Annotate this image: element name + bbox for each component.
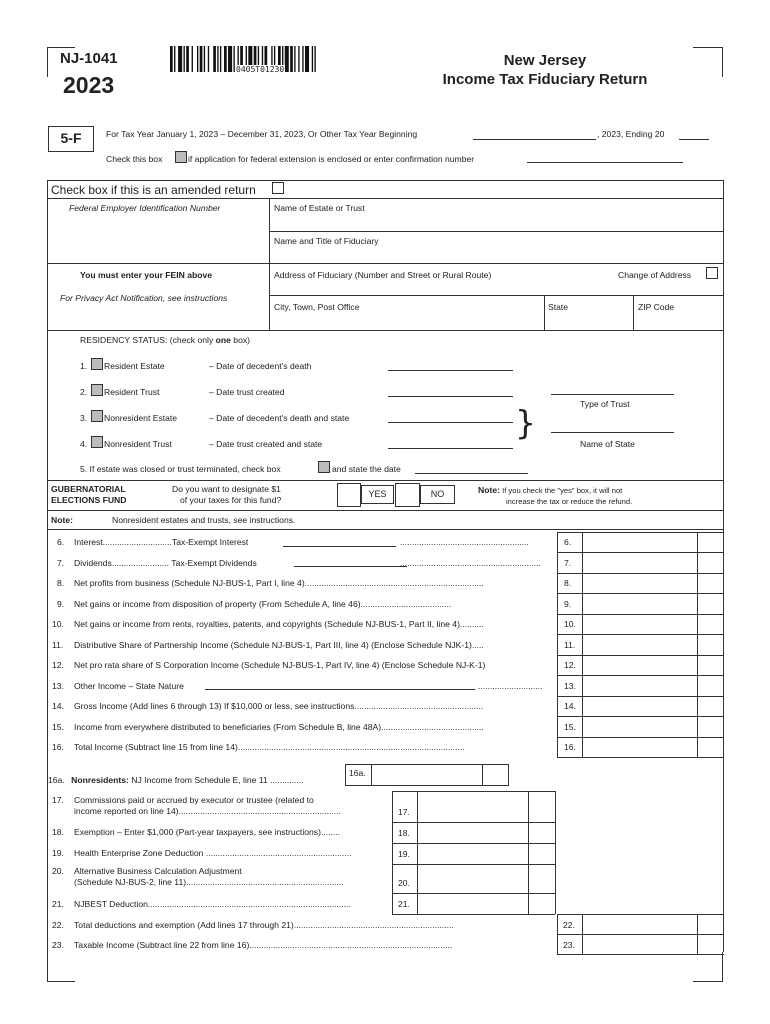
line-number: 10. xyxy=(52,619,64,629)
corner-mark-bottom-right xyxy=(693,952,723,982)
residency-date-field[interactable] xyxy=(388,370,513,371)
line-box-label: 10. xyxy=(564,619,576,629)
line-number: 13. xyxy=(52,681,64,691)
line-amount-field[interactable] xyxy=(583,595,696,614)
residency-title-pre: RESIDENCY STATUS: (check only xyxy=(80,335,216,345)
gub-question-1: Do you want to designate $1 xyxy=(172,484,281,494)
line-box-label: 11. xyxy=(564,640,576,650)
residency-checkbox[interactable] xyxy=(91,384,103,396)
line-16a xyxy=(48,775,304,785)
line-number: 17. xyxy=(52,795,64,805)
divider xyxy=(392,791,393,914)
line-cents-field[interactable] xyxy=(529,825,554,841)
gub-note-bold: Note: xyxy=(478,485,500,495)
line-box-label: 14. xyxy=(564,701,576,711)
form-title-line1: New Jersey xyxy=(503,52,587,69)
line-number: 20. xyxy=(52,866,64,876)
line-cents-field[interactable] xyxy=(698,936,723,954)
line-amount-field[interactable] xyxy=(418,875,527,891)
line-box-label: 12. xyxy=(564,660,576,670)
line-amount-field[interactable] xyxy=(583,554,696,573)
residency-item-desc: – Date of decedent's death and state xyxy=(209,413,350,423)
line-number: 16. xyxy=(52,742,64,752)
line-box-label: 19. xyxy=(398,849,410,859)
line-text-main: Net gains or income from rents, royalties, patents, and copyrights (Schedule NJ-BUS-1, Part II, line 4).......... xyxy=(74,619,484,629)
barcode-bar xyxy=(228,46,232,72)
line-text-main: Distributive Share of Partnership Income (Schedule NJ-BUS-1, Part III, line 4) (Enclose Schedule NJK-1)..... xyxy=(74,640,484,650)
residency-item-num: 2. xyxy=(80,387,88,397)
right-brace-icon: } xyxy=(515,403,536,442)
tax-exempt-dividends-field[interactable] xyxy=(294,566,407,567)
line-amount-field[interactable] xyxy=(583,697,696,716)
zip-label: ZIP Code xyxy=(638,302,675,312)
closed-text-pre: 5. If estate was closed or trust terminated, check box xyxy=(80,464,281,474)
gub-note-line-1 xyxy=(478,485,622,495)
fein-label: Federal Employer Identification Number xyxy=(69,203,221,213)
amended-checkbox[interactable] xyxy=(272,182,284,194)
line-16a-amount[interactable] xyxy=(372,765,481,785)
line-trail-dots: ...................................................... xyxy=(400,537,529,547)
residency-item-desc: – Date trust created and state xyxy=(209,439,323,449)
extension-text-post: if application for federal extension is enclosed or enter confirmation number xyxy=(188,154,475,164)
residency-item-num: 4. xyxy=(80,439,88,449)
barcode-bar xyxy=(305,46,309,72)
residency-date-field[interactable] xyxy=(388,396,513,397)
divider xyxy=(557,914,724,915)
form-title-line2: Income Tax Fiduciary Return xyxy=(442,71,648,88)
city-label: City, Town, Post Office xyxy=(274,302,360,312)
line-cents-field[interactable] xyxy=(698,615,723,634)
residency-item-label: Resident Trust xyxy=(104,387,160,397)
estate-name-label: Name of Estate or Trust xyxy=(274,203,365,213)
divider xyxy=(557,954,724,955)
line-number: 18. xyxy=(52,827,64,837)
residency-item-num: 1. xyxy=(80,361,88,371)
line-amount-field[interactable] xyxy=(418,846,527,862)
divider xyxy=(557,757,724,758)
tax-exempt-interest-field[interactable] xyxy=(283,546,396,547)
line-text: Taxable Income (Subtract line 22 from line 16)..................................................................................... xyxy=(74,940,453,950)
residency-item-desc: – Date trust created xyxy=(209,387,285,397)
divider xyxy=(482,764,483,786)
line-cents-field[interactable] xyxy=(529,896,554,912)
line-number: 6. xyxy=(57,537,65,547)
barcode-bar xyxy=(220,46,221,72)
gub-yes-label: YES xyxy=(368,489,387,499)
gub-title-1: GUBERNATORIAL xyxy=(51,484,126,494)
line-text-1: Exemption – Enter $1,000 (Part-year taxpayers, see instructions)........ xyxy=(74,827,341,837)
tax-year-text: For Tax Year January 1, 2023 – December 31, 2023, Or Other Tax Year Beginning xyxy=(106,129,418,139)
barcode-bar xyxy=(217,46,218,72)
line-box-label: 18. xyxy=(398,828,410,838)
name-of-state-label: Name of State xyxy=(580,439,635,449)
fiduciary-name-field[interactable] xyxy=(271,248,722,262)
barcode-bar xyxy=(312,46,313,72)
line-box-label: 9. xyxy=(564,599,572,609)
line-text-main: Gross Income (Add lines 6 through 13) If $10,000 or less, see instructions...................................................... xyxy=(74,701,484,711)
corner-mark-bottom-left xyxy=(47,952,75,982)
gub-no-box xyxy=(420,485,455,504)
privacy-notice: For Privacy Act Notification, see instructions xyxy=(60,293,228,303)
line-number: 9. xyxy=(57,599,65,609)
divider xyxy=(47,263,724,264)
tax-year-begin-field[interactable] xyxy=(473,139,596,140)
confirmation-number-field[interactable] xyxy=(527,162,683,163)
residency-item-label: Nonresident Estate xyxy=(104,413,178,423)
line-box-label: 20. xyxy=(398,878,410,888)
line-number: 15. xyxy=(52,722,64,732)
line-amount-field[interactable] xyxy=(418,896,527,912)
line-cents-field[interactable] xyxy=(698,574,723,593)
closed-checkbox[interactable] xyxy=(318,461,330,473)
line-text-1: Alternative Business Calculation Adjustment xyxy=(74,866,242,876)
line-box-label: 21. xyxy=(398,899,410,909)
line-number: 23. xyxy=(52,940,64,950)
barcode-bar xyxy=(204,46,205,72)
barcode-bar xyxy=(314,46,315,72)
closed-date-field[interactable] xyxy=(415,473,528,474)
change-address-checkbox[interactable] xyxy=(706,267,718,279)
line-text xyxy=(74,681,184,691)
divider xyxy=(47,198,724,199)
line-text xyxy=(74,558,257,568)
residency-title-bold: one xyxy=(215,335,231,345)
barcode-bar xyxy=(174,46,175,72)
barcode-bar xyxy=(302,46,303,72)
line-box-label: 7. xyxy=(564,558,572,568)
barcode-bar xyxy=(224,46,227,72)
corner-mark-top-right xyxy=(693,47,723,77)
divider xyxy=(269,295,724,296)
line-box-label: 13. xyxy=(564,681,576,691)
form-tag-label: 5-F xyxy=(60,130,82,146)
line-text-main: Net gains or income from disposition of property (From Schedule A, line 46)...................................... xyxy=(74,599,452,609)
barcode-bar xyxy=(294,46,295,72)
divider xyxy=(557,934,724,935)
line-amount-field[interactable] xyxy=(418,804,527,820)
line-box-label: 23. xyxy=(563,940,575,950)
line-cents-field[interactable] xyxy=(698,738,723,757)
line-text xyxy=(74,599,451,609)
residency-item-num: 3. xyxy=(80,413,88,423)
residency-date-field[interactable] xyxy=(388,422,513,423)
line-number: 11. xyxy=(52,640,64,650)
change-address-label: Change of Address xyxy=(618,270,692,280)
residency-item-desc: – Date of decedent's death xyxy=(209,361,312,371)
line-amount-field[interactable] xyxy=(583,656,696,675)
barcode-number: 0405T01230 xyxy=(236,65,285,74)
type-of-trust-label: Type of Trust xyxy=(580,399,630,409)
line-cents-field[interactable] xyxy=(698,697,723,716)
line-text-1: Commissions paid or accrued by executor or trustee (related to xyxy=(74,795,314,805)
barcode-bar xyxy=(192,46,193,72)
divider xyxy=(47,529,724,530)
tax-year-end-field[interactable] xyxy=(679,139,709,140)
line-text-1: Health Enterprise Zone Deduction ............................................................. xyxy=(74,848,352,858)
divider xyxy=(528,791,529,914)
line-amount-field[interactable] xyxy=(583,636,696,655)
form-tag xyxy=(48,126,94,152)
line-cents-field[interactable] xyxy=(698,554,723,573)
barcode-bar xyxy=(213,46,216,72)
line-amount-field[interactable] xyxy=(418,825,527,841)
closed-text-post: and state the date xyxy=(332,464,401,474)
barcode-bar xyxy=(186,46,189,72)
line-cents-field[interactable] xyxy=(698,636,723,655)
fein-field[interactable] xyxy=(49,215,267,261)
line-text xyxy=(74,660,485,670)
line-cents-field[interactable] xyxy=(529,804,554,820)
residency-title-post: box) xyxy=(230,335,251,345)
line-text xyxy=(74,619,484,629)
line-number: 14. xyxy=(52,701,64,711)
line-text-1: NJBEST Deduction..................................................................................... xyxy=(74,899,351,909)
state-label: State xyxy=(548,302,569,312)
line-text-main: Dividends........................ Tax-Exempt Dividends xyxy=(74,558,257,568)
barcode-bar xyxy=(200,46,203,72)
divider xyxy=(47,480,724,481)
line-cents-field[interactable] xyxy=(698,677,723,696)
line-box-label: 8. xyxy=(564,578,572,588)
line-text-main: Other Income – State Nature xyxy=(74,681,184,691)
divider xyxy=(269,198,270,330)
line-box-label: 16. xyxy=(564,742,576,752)
line-box-label: 6. xyxy=(564,537,572,547)
line-text-main: Income from everywhere distributed to beneficiaries (From Schedule B, line 48A)........................................... xyxy=(74,722,484,732)
barcode-bar xyxy=(184,46,185,72)
line-text xyxy=(74,578,484,588)
line-box-label: 15. xyxy=(564,722,576,732)
note-row-bold: Note: xyxy=(51,515,73,525)
line-amount-field[interactable] xyxy=(583,615,696,634)
estate-name-field[interactable] xyxy=(271,214,722,230)
line-text: Total deductions and exemption (Add lines 17 through 21)................................................................... xyxy=(74,920,454,930)
line-text-main: Total Income (Subtract line 15 from line 14)............................................................................................... xyxy=(74,742,465,752)
line-text-main: Net pro rata share of S Corporation Income (Schedule NJ-BUS-1, Part IV, line 4) (Enclose Schedule NJ-K-1) xyxy=(74,660,486,670)
address-label: Address of Fiduciary (Number and Street or Rural Route) xyxy=(274,270,492,280)
line-amount-field[interactable] xyxy=(583,936,696,954)
divider xyxy=(697,532,698,757)
divider xyxy=(392,791,555,792)
type-of-trust-field[interactable] xyxy=(551,394,674,395)
gub-yes-checkbox[interactable] xyxy=(337,483,361,507)
line-text-2: income reported on line 14).................................................................... xyxy=(74,806,341,816)
residency-checkbox[interactable] xyxy=(91,436,103,448)
line-text xyxy=(74,640,484,650)
extension-checkbox[interactable] xyxy=(175,151,187,163)
divider xyxy=(47,330,724,331)
line-text xyxy=(74,742,465,752)
gub-no-checkbox[interactable] xyxy=(395,483,420,507)
line-amount-field[interactable] xyxy=(583,916,696,934)
gub-no-label: NO xyxy=(430,489,445,499)
barcode-bar xyxy=(197,46,198,72)
line-16a-num: 16a. xyxy=(48,775,65,785)
line-number: 22. xyxy=(52,920,64,930)
line-cents-field[interactable] xyxy=(698,718,723,737)
extension-text-pre: Check this box xyxy=(106,154,163,164)
line-text-main: Interest.............................Tax-Exempt Interest xyxy=(74,537,249,547)
divider xyxy=(544,295,545,330)
line-16a-bold: Nonresidents: xyxy=(71,775,129,785)
line-amount-field[interactable] xyxy=(583,677,696,696)
line-trail-dots: ........................... xyxy=(478,681,543,691)
gub-note-text-1: If you check the "yes" box, it will not xyxy=(502,486,623,495)
divider xyxy=(47,510,724,511)
form-id: NJ-1041 xyxy=(60,50,118,67)
line-number: 8. xyxy=(57,578,65,588)
divider xyxy=(269,231,724,232)
divider xyxy=(633,295,634,330)
barcode-bar xyxy=(208,46,209,72)
residency-item-label: Nonresident Trust xyxy=(104,439,172,449)
line-16a-box-label: 16a. xyxy=(349,768,366,778)
line-number: 21. xyxy=(52,899,64,909)
line-text xyxy=(74,722,484,732)
divider xyxy=(555,791,556,914)
line-cents-field[interactable] xyxy=(698,533,723,552)
line-text-2: (Schedule NJ-BUS-2, line 11).................................................................. xyxy=(74,877,344,887)
line-trail-dots: ........................................................... xyxy=(400,558,541,568)
line-cents-field[interactable] xyxy=(698,595,723,614)
line-box-label: 17. xyxy=(398,807,410,817)
line-text xyxy=(74,701,483,711)
divider xyxy=(582,532,583,757)
tax-year: 2023 xyxy=(63,72,115,98)
line-cents-field[interactable] xyxy=(698,916,723,934)
line-cents-field[interactable] xyxy=(698,656,723,675)
line-number: 12. xyxy=(52,660,64,670)
line-amount-field[interactable] xyxy=(583,718,696,737)
divider xyxy=(392,914,555,915)
other-income-field[interactable] xyxy=(205,689,475,690)
line-box-label: 22. xyxy=(563,920,575,930)
barcode-bar xyxy=(285,46,289,72)
line-text xyxy=(74,537,248,547)
residency-checkbox[interactable] xyxy=(91,358,103,370)
divider xyxy=(417,791,418,914)
barcode-bar xyxy=(290,46,293,72)
tax-year-ending: , 2023, Ending 20 xyxy=(597,129,665,139)
residency-date-field[interactable] xyxy=(388,448,513,449)
line-amount-field[interactable] xyxy=(583,533,696,552)
barcode-bar xyxy=(178,46,182,72)
residency-checkbox[interactable] xyxy=(91,410,103,422)
amended-label: Check box if this is an amended return xyxy=(51,183,256,197)
line-number: 19. xyxy=(52,848,64,858)
line-cents-field[interactable] xyxy=(529,846,554,862)
barcode-bar xyxy=(298,46,299,72)
residency-title xyxy=(80,335,250,345)
line-16a-text: NJ Income from Schedule E, line 11 .............. xyxy=(128,775,304,785)
name-of-state-field[interactable] xyxy=(551,432,674,433)
line-amount-field[interactable] xyxy=(583,738,696,757)
divider xyxy=(557,532,558,757)
gub-question-2: of your taxes for this fund? xyxy=(180,495,282,505)
line-text-main: Net profits from business (Schedule NJ-BUS-1, Part I, line 4)........................................................................... xyxy=(74,578,484,588)
line-cents-field[interactable] xyxy=(529,875,554,891)
barcode-bar xyxy=(170,46,173,72)
gub-yes-box xyxy=(361,485,394,504)
line-number: 7. xyxy=(57,558,65,568)
residency-item-label: Resident Estate xyxy=(104,361,165,371)
fein-notice: You must enter your FEIN above xyxy=(80,270,213,280)
fiduciary-name-label: Name and Title of Fiduciary xyxy=(274,236,379,246)
gub-note-line-2: increase the tax or reduce the refund. xyxy=(506,497,633,506)
note-row-text: Nonresident estates and trusts, see instructions. xyxy=(112,515,296,525)
gub-title-2: ELECTIONS FUND xyxy=(51,495,127,505)
line-amount-field[interactable] xyxy=(583,574,696,593)
